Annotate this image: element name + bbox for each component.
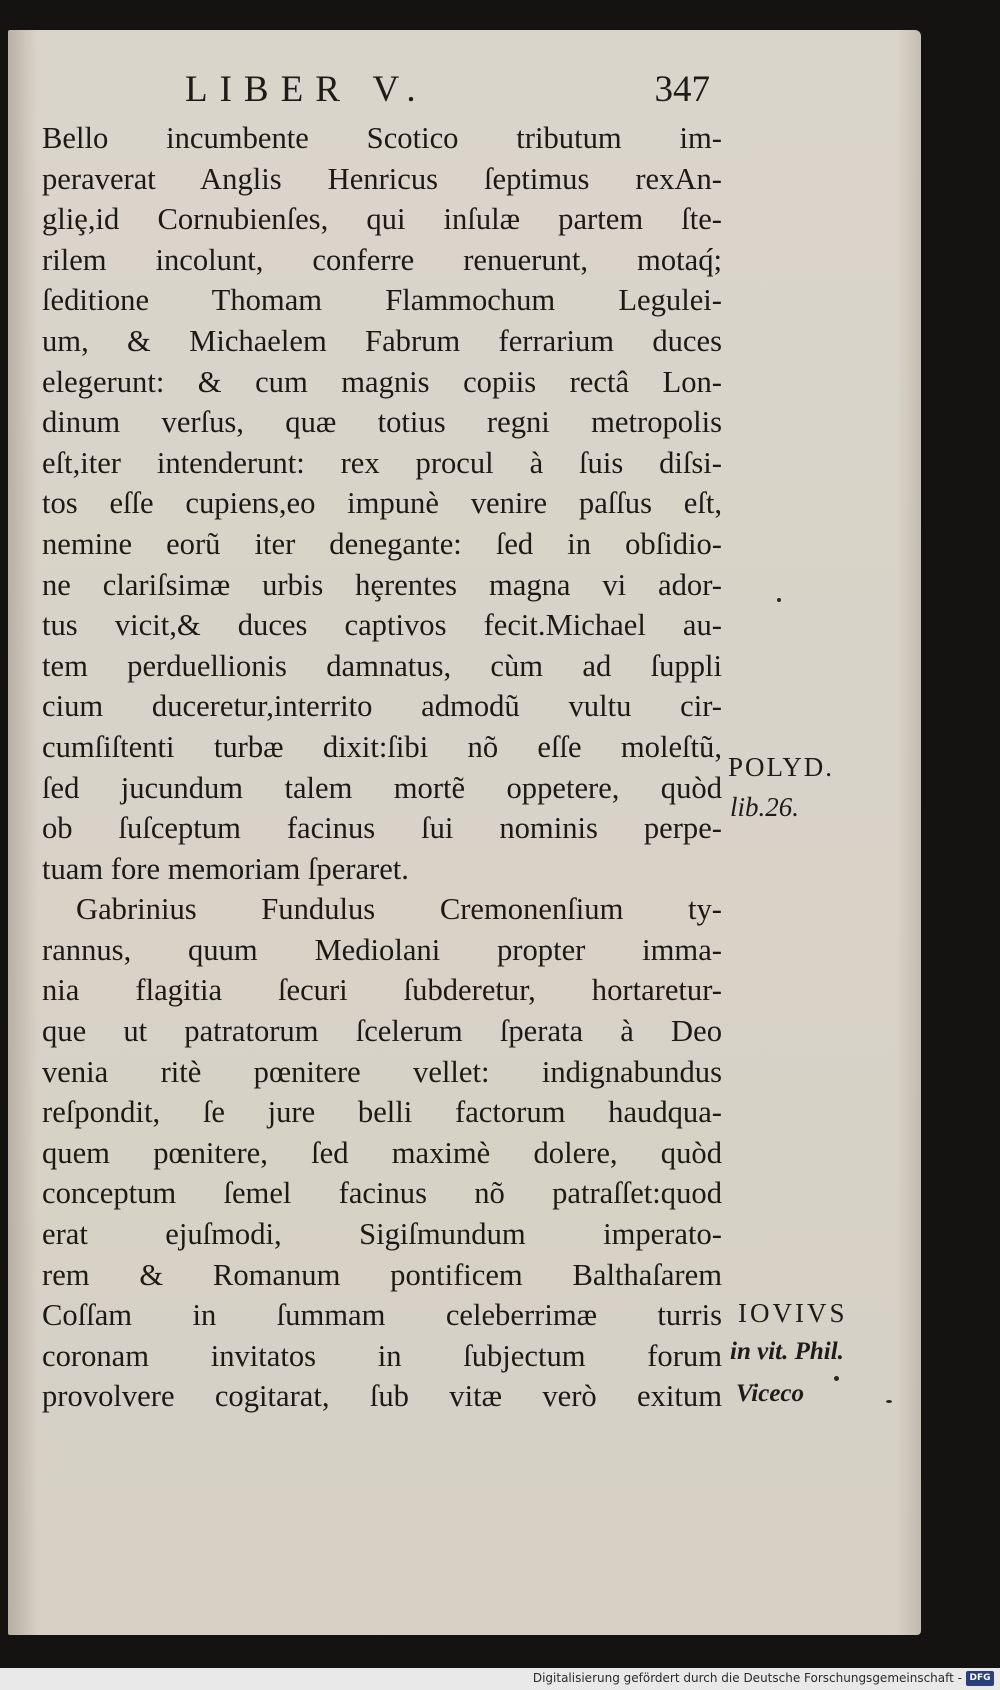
page-number: 347 [654,69,710,110]
text-line: tuam fore memoriam ſperaret. [42,851,409,886]
text-line: dinum verſus, quæ totius regni metropolis [42,405,722,440]
body-text [42,118,722,1417]
text-line: nemine eorũ iter denegante: ſed in obſidio- [42,526,722,561]
margin-note-reference: Viceco [736,1380,805,1407]
text-line: peraverat Anglis Henricus ſeptimus rexAn- [42,161,722,196]
text-line: nia flagitia ſecuri ſubderetur, hortaretur- [42,973,722,1008]
text-line: coronam invitatos in ſubjectum forum [42,1338,722,1373]
ink-speck [777,598,781,602]
text-line: Bello incumbente Scotico tributum im- [42,121,722,155]
footer-credit: Digitalisierung gefördert durch die Deutsche Forschungsgemeinschaft - [532,1671,962,1685]
text-line: tem perduellionis damnatus, cùm ad ſuppli [42,648,722,683]
text-line: rilem incolunt, conferre renuerunt, motaq́; [42,242,722,277]
text-line: cumſiſtenti turbæ dixit:ſibi nõ eſſe moleſtũ, [42,729,722,764]
text-line: ſed jucundum talem mortẽ oppetere, quòd [42,770,722,805]
text-line: provolvere cogitarat, ſub vitæ verò exitum [42,1379,722,1414]
ink-speck [886,1400,892,1403]
text-line: tos eſſe cupiens,eo impunè venire paſſus eſt, [42,486,722,521]
text-line: reſpondit, ſe jure belli factorum haudqua- [42,1095,722,1130]
ink-speck [834,1376,839,1381]
text-line: ob ſuſceptum facinus ſui nominis perpe- [42,811,722,846]
text-line: elegerunt: & cum magnis copiis rectâ Lon- [42,364,722,399]
footer-bar [0,1668,1000,1690]
text-line: ſeditione Thomam Flammochum Legulei- [42,283,722,318]
text-line: gliȩ,id Cornubienſes, qui inſulæ partem ſte- [42,202,722,237]
text-line: venia ritè pœnitere vellet: indignabundus [42,1054,722,1089]
text-line: ne clariſsimæ urbis hȩrentes magna vi ador- [42,567,722,602]
text-line: que ut patratorum ſcelerum ſperata à Deo [42,1014,722,1049]
running-head-title: LIBER V. [185,69,428,110]
text-line: Gabrinius Fundulus Cremonenſium ty- [76,892,722,927]
margin-note-source: IOVIVS [738,1298,848,1328]
text-line: erat ejuſmodi, Sigiſmundum imperato- [42,1217,722,1252]
text-line: cium duceretur,interrito admodũ vultu cir- [42,689,722,724]
text-line: rem & Romanum pontificem Balthaſarem [42,1257,722,1292]
text-line: quem pœnitere, ſed maximè dolere, quòd [42,1135,722,1170]
text-line: Coſſam in ſummam celeberrimæ turris [42,1298,722,1333]
text-line: um, & Michaelem Fabrum ferrarium duces [42,323,722,358]
margin-note-reference: in vit. Phil. [730,1338,844,1365]
margin-note-source: POLYD. [728,752,835,782]
text-line: rannus, quum Mediolani propter imma- [42,932,722,967]
text-line: conceptum ſemel facinus nõ patraſſet:quod [42,1176,722,1211]
dfg-logo: DFG [966,1671,994,1686]
running-head [185,68,710,108]
text-line: eſt,iter intenderunt: rex procul à ſuis diſsi- [42,445,722,480]
margin-note-reference: lib.26. [730,792,800,822]
text-line: tus vicit,& duces captivos fecit.Michael au- [42,608,722,643]
